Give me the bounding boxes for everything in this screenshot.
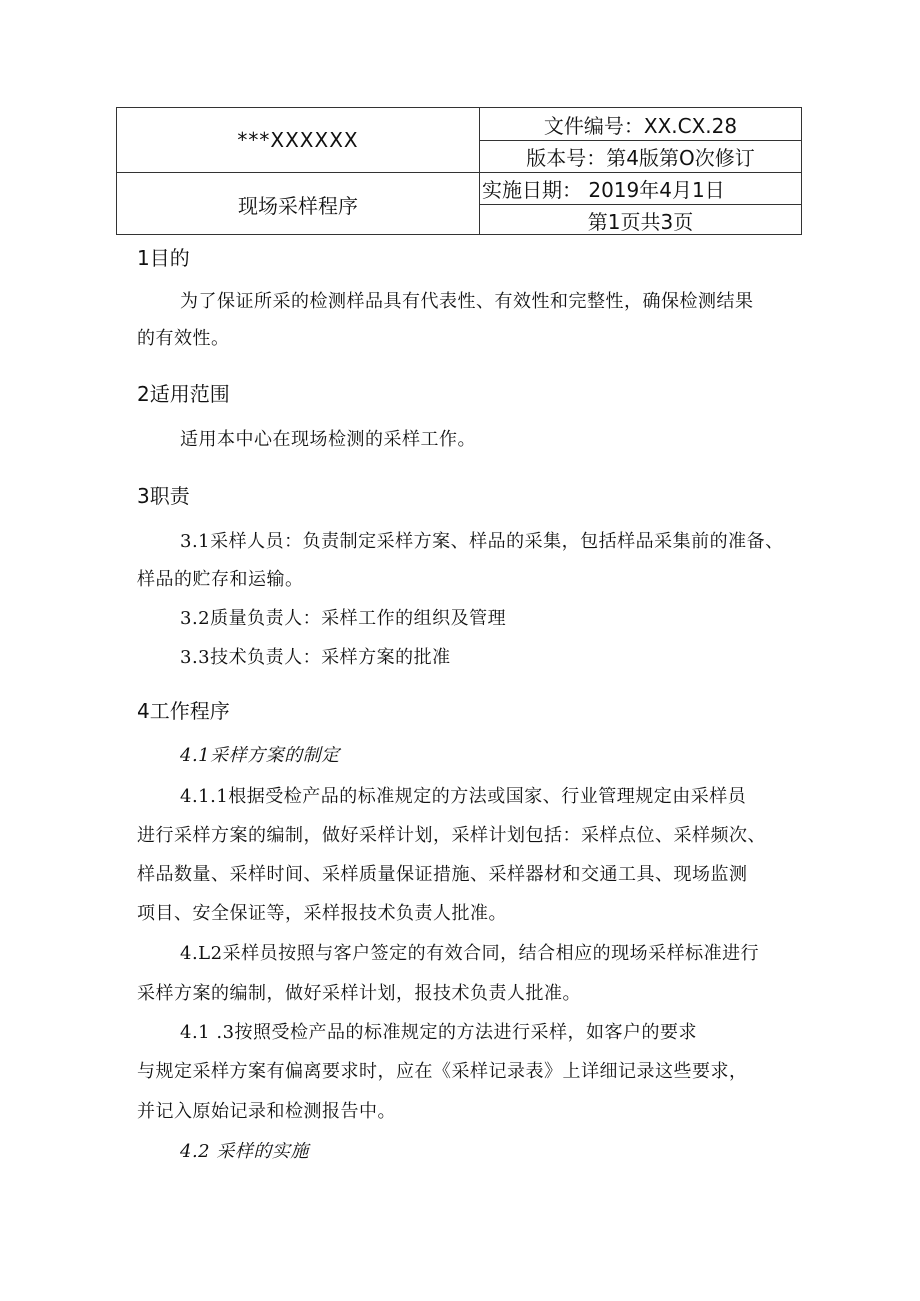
document-title: 现场采样程序 [238, 193, 358, 218]
paragraph-line: 3.2质量负责人：采样工作的组织及管理 [180, 608, 507, 629]
document-header-table [116, 107, 802, 235]
section-heading: 1目的 [137, 246, 190, 270]
section-heading: 2适用范围 [137, 382, 230, 406]
paragraph-line: 样品数量、采样时间、采样质量保证措施、采样器材和交通工具、现场监测 [137, 864, 748, 885]
company-name: ***XXXXXX [237, 128, 359, 152]
paragraph-line: 采样方案的编制，做好采样计划，报技术负责人批准。 [137, 983, 581, 1004]
version-info: 版本号：第4版第O次修订 [526, 145, 755, 170]
subsection-heading: 4.1采样方案的制定 [180, 745, 340, 766]
paragraph-line: 4.1.1根据受检产品的标准规定的方法或国家、行业管理规定由采样员 [180, 786, 747, 807]
paragraph-line: 为了保证所采的检测样品具有代表性、有效性和完整性，确保检测结果 [180, 291, 754, 312]
paragraph-line: 与规定采样方案有偏离要求时，应在《采样记录表》上详细记录这些要求， [137, 1061, 748, 1082]
paragraph-line: 进行采样方案的编制，做好采样计划，采样计划包括：采样点位、采样频次、 [137, 825, 766, 846]
paragraph-line: 3.3技术负责人：采样方案的批准 [180, 647, 451, 668]
paragraph-line: 的有效性。 [137, 328, 230, 349]
subsection-heading: 4.2 采样的实施 [180, 1141, 309, 1162]
paragraph-line: 3.1采样人员：负责制定采样方案、样品的采集，包括样品采集前的准备、 [180, 531, 784, 552]
page-count: 第1页共3页 [587, 209, 694, 234]
section-heading: 4工作程序 [137, 699, 230, 723]
section-heading: 3职责 [137, 484, 190, 508]
paragraph-line: 4.1 .3按照受检产品的标准规定的方法进行采样，如客户的要求 [180, 1022, 698, 1043]
paragraph-line: 4.L2采样员按照与客户签定的有效合同，结合相应的现场采样标准进行 [180, 943, 760, 964]
paragraph-line: 项目、安全保证等，采样报技术负责人批准。 [137, 903, 507, 924]
paragraph-line: 并记入原始记录和检测报告中。 [137, 1101, 396, 1122]
effective-date: 实施日期： 2019年4月1日 [482, 177, 725, 202]
paragraph-line: 适用本中心在现场检测的采样工作。 [180, 429, 476, 450]
document-number: 文件编号：XX.CX.28 [543, 113, 738, 138]
paragraph-line: 样品的贮存和运输。 [137, 569, 304, 590]
